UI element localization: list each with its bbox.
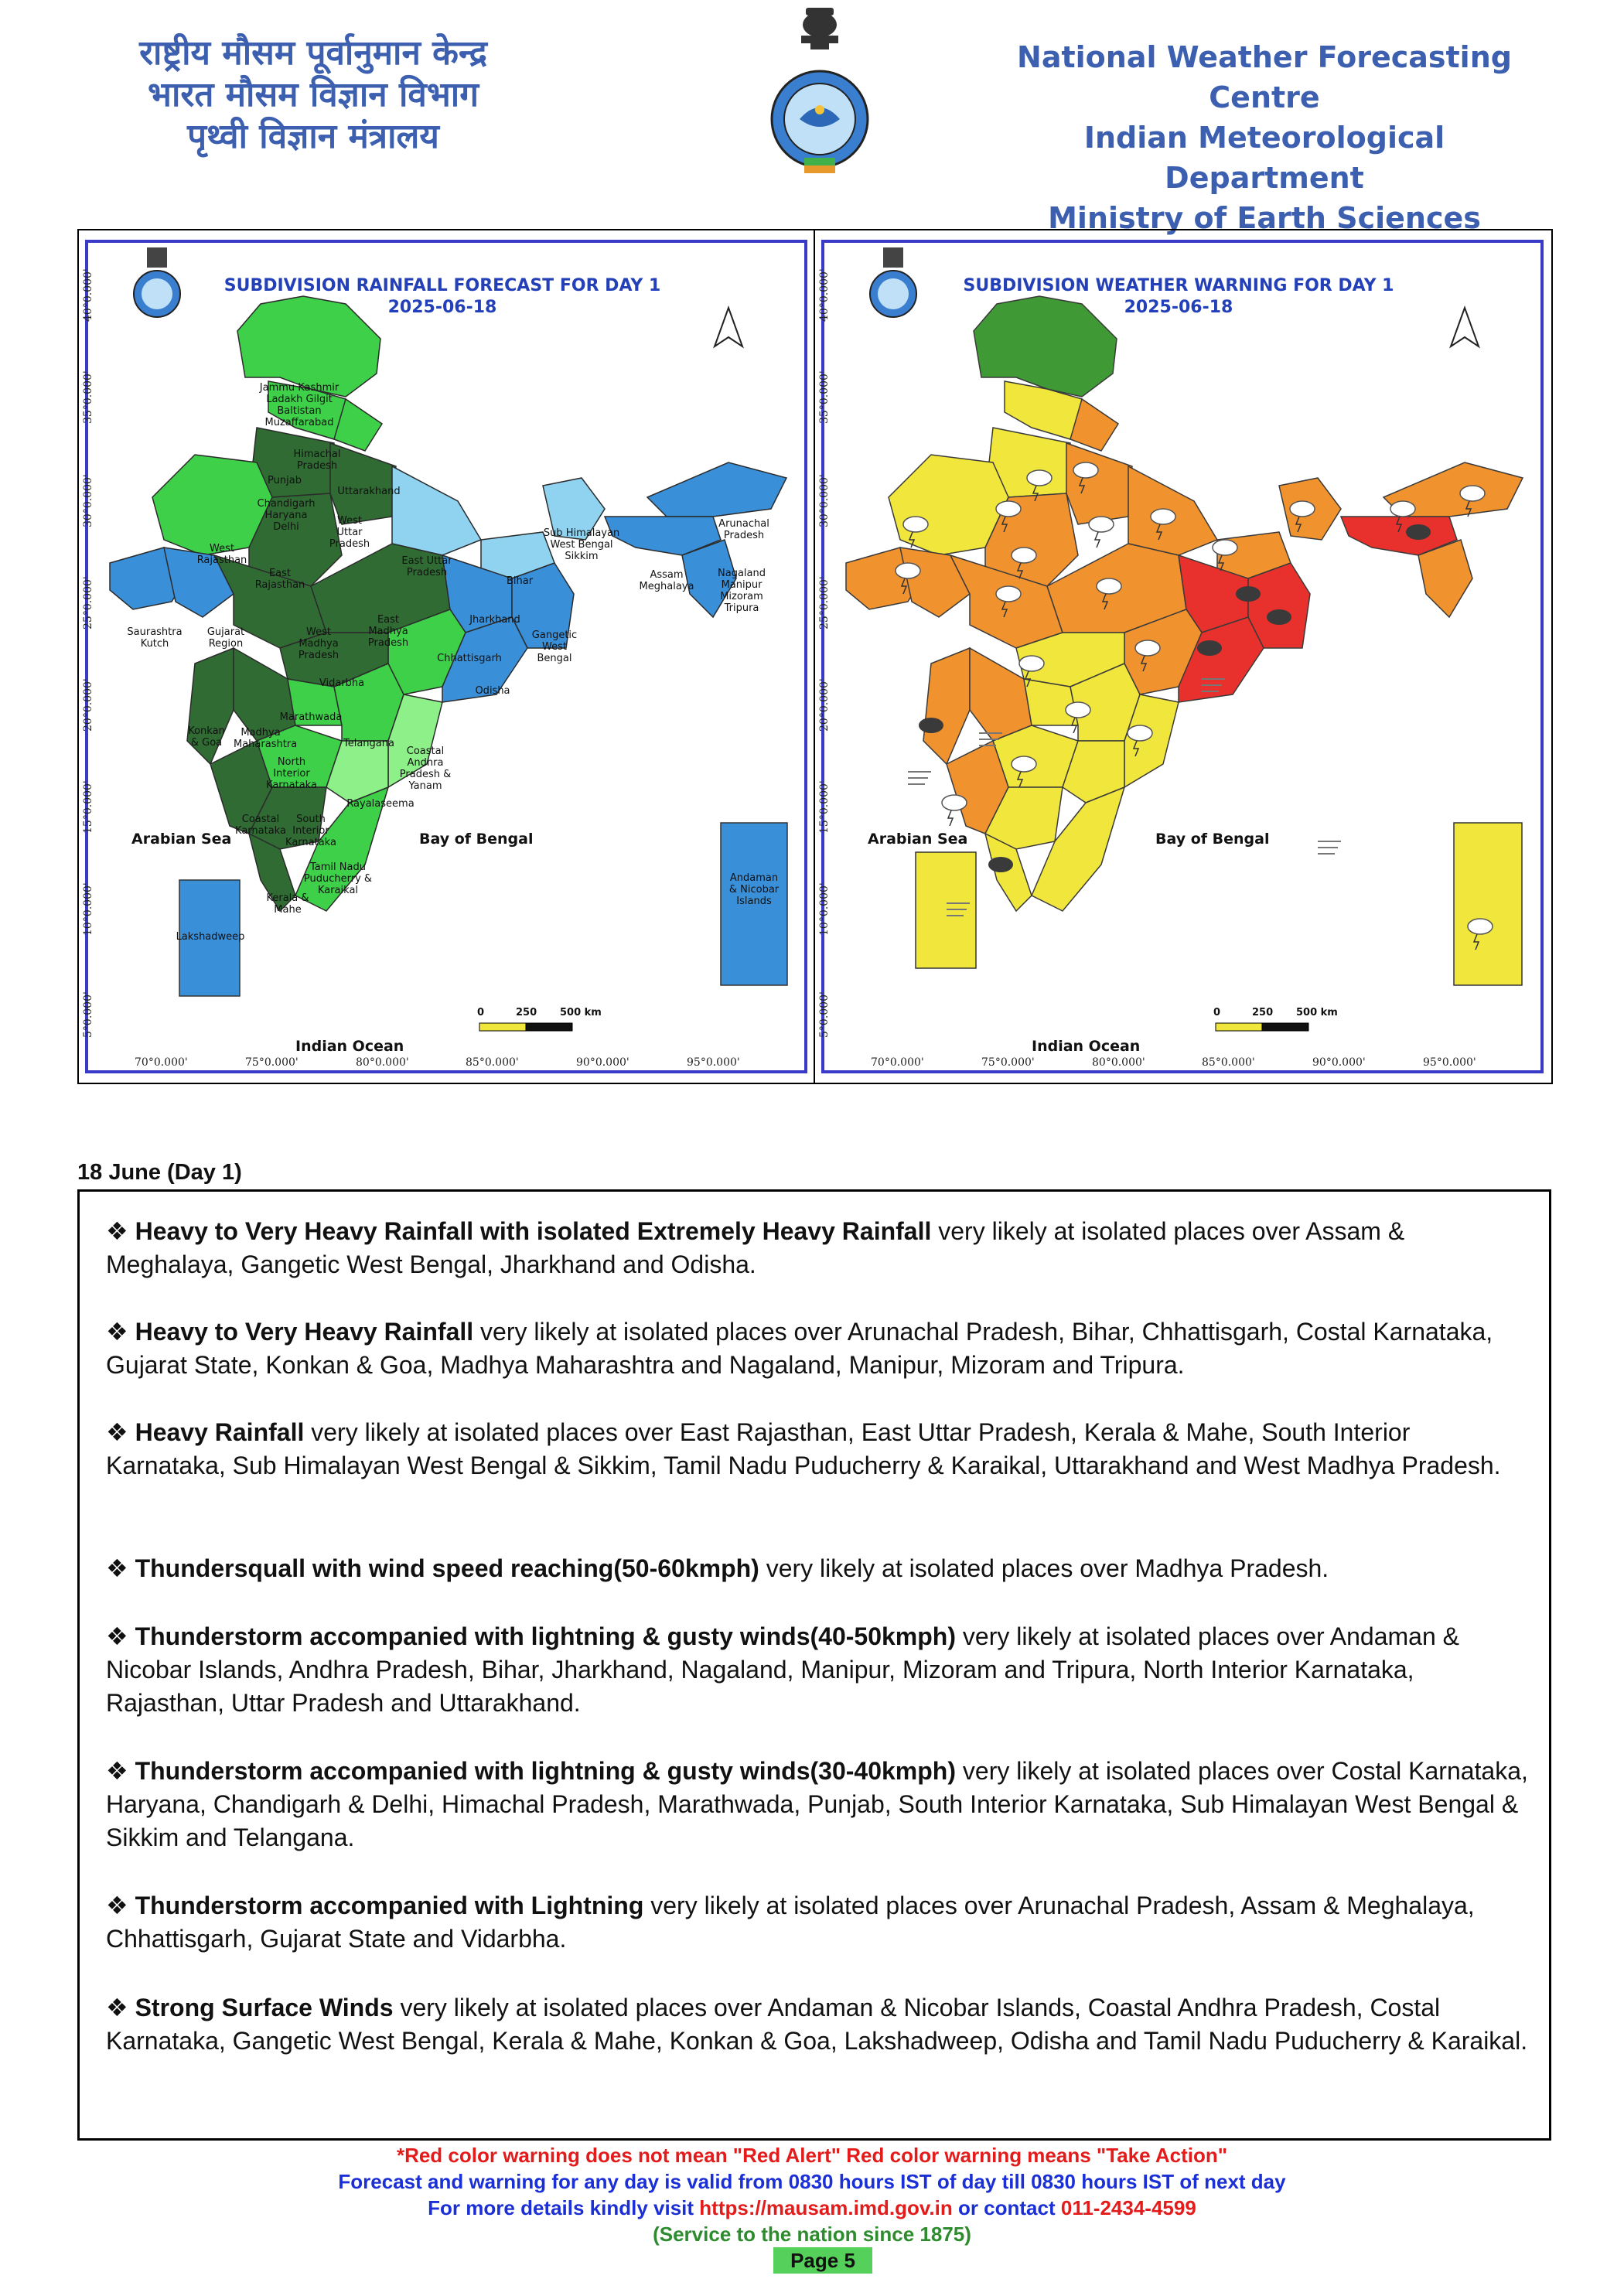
heavy-rain-icon bbox=[988, 857, 1013, 872]
warning-item bbox=[106, 1991, 1529, 2058]
lon-tick: 80°0.000' bbox=[1092, 1056, 1145, 1069]
label-gangetic-wb: Gangetic West Bengal bbox=[531, 629, 578, 664]
label-tamil-nadu: Tamil Nadu Puducherry & Karaikal bbox=[303, 861, 373, 896]
warning-item-heading: Thunderstorm accompanied with Lightning bbox=[135, 1892, 644, 1919]
label-bihar: Bihar bbox=[506, 575, 534, 587]
header-hindi-line-1: राष्ट्रीय मौसम पूर्वानुमान केन्द्र bbox=[139, 33, 487, 73]
footer-phone-number: 011-2434-4599 bbox=[1060, 2196, 1196, 2219]
label-arunachal: Arunachal Pradesh bbox=[718, 518, 769, 541]
label-north-interior-karnataka: North Interior Karnataka bbox=[266, 756, 317, 791]
lon-tick: 70°0.000' bbox=[135, 1056, 188, 1069]
scale-label-0: 0 bbox=[477, 1007, 485, 1018]
lat-tick: 25°0.000' bbox=[818, 576, 831, 629]
label-jharkhand: Jharkhand bbox=[469, 614, 520, 626]
warning-item-heading: Thundersquall with wind speed reaching(50-60kmph) bbox=[135, 1554, 759, 1582]
warning-item-text: very likely at isolated places over Assam & Meghalaya, Gangetic West Bengal, Jharkhand and Odisha. bbox=[106, 1217, 1405, 1278]
label-hp: Himachal Pradesh bbox=[293, 449, 341, 472]
label-indian-ocean: Indian Ocean bbox=[1032, 1038, 1141, 1055]
rainfall-map-title: SUBDIVISION RAINFALL FORECAST FOR DAY 1 bbox=[223, 276, 661, 295]
footer-contact-prefix: For more details kindly visit bbox=[428, 2196, 700, 2219]
heavy-rain-icon bbox=[1267, 609, 1291, 625]
lon-tick: 90°0.000' bbox=[576, 1056, 629, 1069]
lat-tick: 5°0.000' bbox=[818, 991, 831, 1038]
lon-tick: 85°0.000' bbox=[466, 1056, 519, 1069]
label-arabian-sea: Arabian Sea bbox=[868, 831, 968, 848]
header-english-line-1: National Weather Forecasting Centre bbox=[1017, 40, 1512, 114]
warning-item bbox=[106, 1215, 1529, 1281]
label-sub-himalayan-wb: Sub Himalayan West Bengal Sikkim bbox=[543, 527, 620, 562]
label-rayalaseema: Rayalaseema bbox=[346, 798, 415, 810]
warning-item-text: very likely at isolated places over Arunachal Pradesh, Assam & Meghalaya, Chhattisgarh, Gujarat State and Vidarbha. bbox=[106, 1892, 1475, 1953]
bullet-symbol: ❖ bbox=[106, 1217, 135, 1245]
bullet-symbol: ❖ bbox=[106, 1757, 135, 1785]
scale-label-250: 250 bbox=[516, 1007, 537, 1018]
warning-item-heading: Thunderstorm accompanied with lightning & gusty winds(30-40kmph) bbox=[135, 1757, 956, 1785]
day-heading: 18 June (Day 1) bbox=[77, 1160, 242, 1185]
label-coastal-ap: Coastal Andhra Pradesh & Yanam bbox=[399, 745, 452, 792]
footer-contact-mid: or contact bbox=[952, 2196, 1061, 2219]
lat-tick: 20°0.000' bbox=[818, 678, 831, 732]
label-east-rajasthan: East Rajasthan bbox=[254, 568, 305, 591]
label-west-mp: West Madhya Pradesh bbox=[298, 626, 339, 661]
scale-bar-yellow bbox=[479, 1023, 526, 1031]
label-uk: Uttarakhand bbox=[337, 486, 401, 497]
footer-website-link[interactable]: https://mausam.imd.gov.in bbox=[699, 2196, 953, 2219]
label-jk: Jammu Kashmir Ladakh Gilgit Baltistan Muzaffarabad bbox=[259, 382, 339, 428]
label-konkan: Konkan & Goa bbox=[188, 725, 225, 749]
warn-region-lakshadweep-box bbox=[916, 852, 976, 968]
footer-validity-note: Forecast and warning for any day is valid from 0830 hours IST of day till 0830 hours IST of next day bbox=[338, 2170, 1286, 2193]
lat-tick: 25°0.000' bbox=[82, 576, 94, 629]
warning-item bbox=[106, 1755, 1529, 1854]
warning-item-heading: Heavy to Very Heavy Rainfall with isolated Extremely Heavy Rainfall bbox=[135, 1217, 932, 1245]
warning-item-text: very likely at isolated places over Arunachal Pradesh, Bihar, Chhattisgarh, Costal Karnataka, Gujarat State, Konkan & Goa, Madhya Maharashtra and Nagaland, Manipur, Mizoram and Tripura. bbox=[106, 1318, 1493, 1379]
warning-item-heading: Heavy Rainfall bbox=[135, 1418, 305, 1446]
footer-service-note: (Service to the nation since 1875) bbox=[653, 2223, 971, 2246]
scale-label-500: 500 km bbox=[1296, 1007, 1338, 1018]
label-saurashtra: Saurashtra Kutch bbox=[127, 626, 183, 650]
lat-tick: 5°0.000' bbox=[82, 991, 94, 1038]
warning-item-text: very likely at isolated places over Andaman & Nicobar Islands, Andhra Pradesh, Bihar, Jharkhand, Nagaland, Manipur, Mizoram and Tripura, North Interior Karnataka, Rajasthan, Uttar Pradesh and Uttarakhand. bbox=[106, 1622, 1459, 1717]
label-south-interior-karnataka: South Interior Karnataka bbox=[285, 814, 336, 848]
label-vidarbha: Vidarbha bbox=[319, 677, 365, 689]
bullet-symbol: ❖ bbox=[106, 1554, 135, 1582]
warnings-text-box bbox=[77, 1189, 1551, 2141]
lat-tick: 30°0.000' bbox=[82, 474, 94, 527]
scale-label-0: 0 bbox=[1213, 1007, 1221, 1018]
scale-bar-yellow bbox=[1216, 1023, 1262, 1031]
warning-map-title: SUBDIVISION WEATHER WARNING FOR DAY 1 bbox=[963, 276, 1394, 295]
warning-item-text: very likely at isolated places over Madhya Pradesh. bbox=[759, 1554, 1329, 1582]
label-punjab: Punjab bbox=[268, 475, 302, 486]
maps-frame bbox=[77, 229, 1553, 1084]
label-bay-of-bengal: Bay of Bengal bbox=[1155, 831, 1270, 848]
header-hindi-line-3: पृथ्वी विज्ञान मंत्रालय bbox=[187, 117, 439, 156]
lat-tick: 40°0.000' bbox=[82, 268, 94, 322]
label-kerala: Kerala & Mahe bbox=[266, 892, 309, 916]
label-indian-ocean: Indian Ocean bbox=[295, 1038, 404, 1055]
lon-tick: 70°0.000' bbox=[871, 1056, 924, 1069]
warning-map-graphic bbox=[815, 230, 1550, 1083]
header-english-line-3: Ministry of Earth Sciences bbox=[1048, 201, 1481, 235]
lon-tick: 75°0.000' bbox=[981, 1056, 1035, 1069]
bullet-symbol: ❖ bbox=[106, 1622, 135, 1650]
warning-item-heading: Thunderstorm accompanied with lightning & gusty winds(40-50kmph) bbox=[135, 1622, 956, 1650]
footer-red-warning-note: *Red color warning does not mean "Red Alert" Red color warning means "Take Action" bbox=[396, 2144, 1228, 2167]
header-hindi bbox=[101, 32, 526, 158]
imd-emblem-logo bbox=[766, 3, 874, 183]
lon-tick: 90°0.000' bbox=[1312, 1056, 1366, 1069]
lat-tick: 35°0.000' bbox=[818, 370, 831, 424]
lat-tick: 10°0.000' bbox=[82, 882, 94, 936]
label-chhattisgarh: Chhattisgarh bbox=[437, 653, 502, 664]
label-marathwada: Marathwada bbox=[279, 711, 343, 723]
warning-item bbox=[106, 1889, 1529, 1956]
warning-item-heading: Strong Surface Winds bbox=[135, 1994, 394, 2021]
lat-tick: 40°0.000' bbox=[818, 268, 831, 322]
label-madhya-maharashtra: Madhya Maharashtra bbox=[234, 727, 298, 750]
header-english-line-2: Indian Meteorological Department bbox=[1083, 121, 1445, 195]
lat-tick: 35°0.000' bbox=[82, 370, 94, 424]
heavy-rain-icon bbox=[1236, 586, 1261, 602]
header-english bbox=[990, 37, 1539, 238]
warn-region-andaman-box bbox=[1454, 823, 1522, 985]
lon-tick: 80°0.000' bbox=[356, 1056, 409, 1069]
label-odisha: Odisha bbox=[475, 685, 510, 697]
warning-item-text: very likely at isolated places over Andaman & Nicobar Islands, Coastal Andhra Pradesh, Costal Karnataka, Gangetic West Bengal, Kerala & Mahe, Konkan & Goa, Lakshadweep, Odisha and Tamil Nadu Puducherry & Karaikal. bbox=[106, 1994, 1528, 2055]
scale-bar-black bbox=[526, 1023, 572, 1031]
lon-tick: 95°0.000' bbox=[687, 1056, 740, 1069]
page-number-badge: Page 5 bbox=[773, 2247, 872, 2274]
lon-tick: 95°0.000' bbox=[1423, 1056, 1476, 1069]
lon-tick: 85°0.000' bbox=[1202, 1056, 1255, 1069]
heavy-rain-icon bbox=[919, 718, 943, 733]
label-nmmt: Nagaland Manipur Mizoram Tripura bbox=[718, 568, 766, 614]
lat-tick: 15°0.000' bbox=[818, 780, 831, 834]
label-hcd: Chandigarh Haryana Delhi bbox=[257, 498, 316, 533]
label-arabian-sea: Arabian Sea bbox=[131, 831, 232, 848]
weather-warning-map bbox=[815, 230, 1550, 1083]
label-west-rajasthan: West Rajasthan bbox=[196, 543, 247, 566]
warning-item bbox=[106, 1315, 1529, 1382]
footer-contact-line bbox=[0, 2195, 1624, 2221]
lat-tick: 10°0.000' bbox=[818, 882, 831, 936]
bullet-symbol: ❖ bbox=[106, 1418, 135, 1446]
bullet-symbol: ❖ bbox=[106, 1994, 135, 2021]
scale-label-250: 250 bbox=[1252, 1007, 1274, 1018]
warning-item-text: very likely at isolated places over Costal Karnataka, Haryana, Chandigarh & Delhi, Himachal Pradesh, Marathwada, Punjab, South Interior Karnataka, Sub Himalayan West Bengal & Sikkim and Telangana. bbox=[106, 1757, 1528, 1851]
scale-bar-black bbox=[1262, 1023, 1308, 1031]
lon-tick: 75°0.000' bbox=[245, 1056, 299, 1069]
warning-item-text: very likely at isolated places over East Rajasthan, East Uttar Pradesh, Kerala & Mahe, South Interior Karnataka, Sub Himalayan West Bengal & Sikkim, Tamil Nadu Puducherry & Karaikal, Uttarakhand and West Madhya Pradesh. bbox=[106, 1418, 1501, 1479]
heavy-rain-icon bbox=[1406, 524, 1431, 540]
label-lakshadweep: Lakshadweep bbox=[176, 931, 245, 943]
warning-item bbox=[106, 1416, 1529, 1482]
bullet-symbol: ❖ bbox=[106, 1892, 135, 1919]
label-coastal-karnataka: Coastal Karnataka bbox=[235, 814, 286, 837]
label-telangana: Telangana bbox=[343, 738, 394, 749]
label-andaman: Andaman & Nicobar Islands bbox=[728, 872, 780, 907]
label-gujarat: Gujarat Region bbox=[206, 626, 245, 650]
label-east-up: East Uttar Pradesh bbox=[401, 555, 452, 578]
warning-map-date: 2025-06-18 bbox=[1124, 298, 1233, 317]
warning-item-heading: Heavy to Very Heavy Rainfall bbox=[135, 1318, 474, 1346]
label-west-up: West Uttar Pradesh bbox=[329, 515, 370, 550]
rainfall-forecast-map bbox=[79, 230, 815, 1083]
heavy-rain-icon bbox=[1197, 640, 1222, 656]
scale-label-500: 500 km bbox=[560, 1007, 602, 1018]
label-bay-of-bengal: Bay of Bengal bbox=[419, 831, 534, 848]
rainfall-map-date: 2025-06-18 bbox=[387, 298, 497, 317]
header-hindi-line-2: भारत मौसम विज्ञान विभाग bbox=[148, 75, 479, 114]
lat-tick: 15°0.000' bbox=[82, 780, 94, 834]
label-assam: Assam Meghalaya bbox=[639, 569, 694, 592]
label-east-mp: East Madhya Pradesh bbox=[367, 614, 409, 649]
warning-item bbox=[106, 1552, 1529, 1585]
lat-tick: 20°0.000' bbox=[82, 678, 94, 732]
lat-tick: 30°0.000' bbox=[818, 474, 831, 527]
bullet-symbol: ❖ bbox=[106, 1318, 135, 1346]
warning-item bbox=[106, 1620, 1529, 1720]
